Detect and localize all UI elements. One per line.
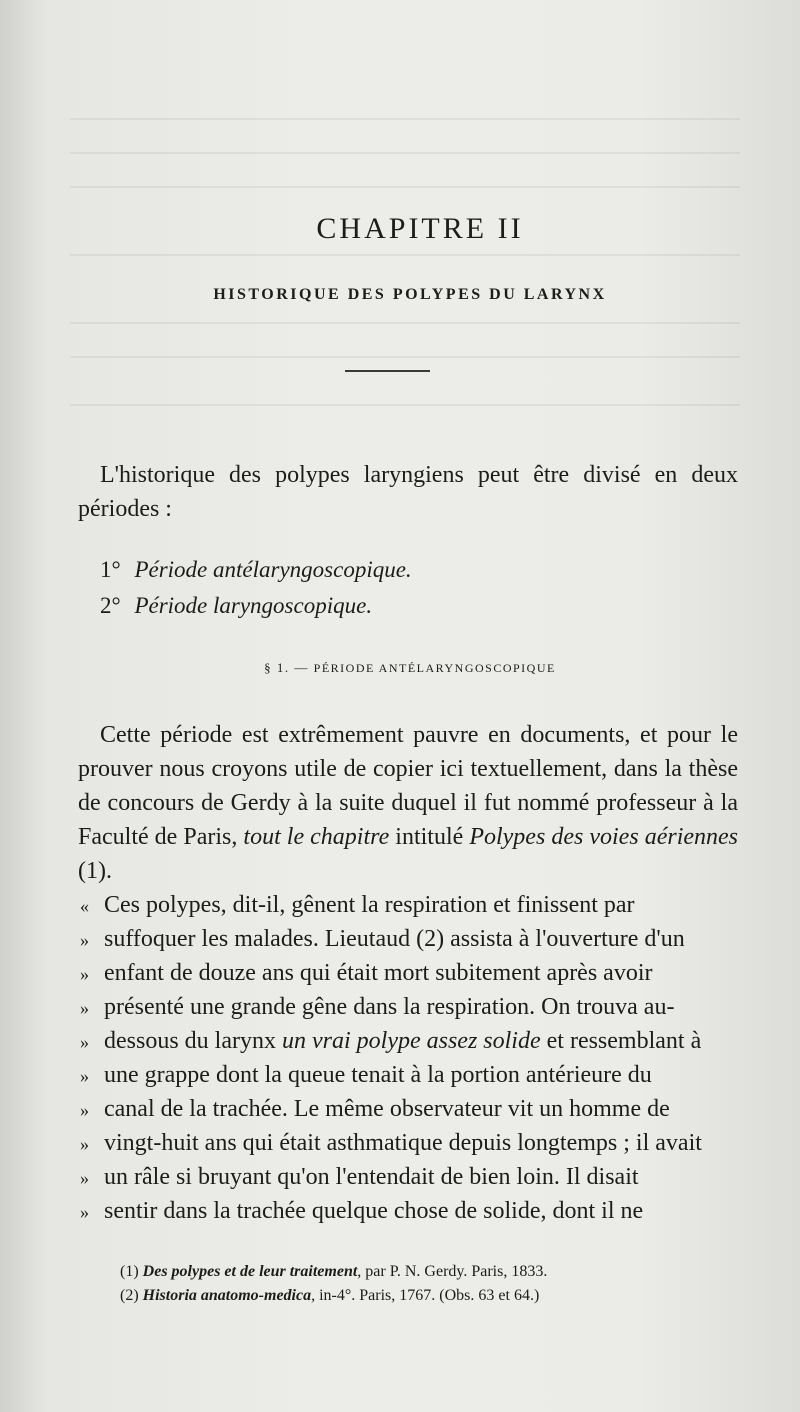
quote-text: sentir dans la trachée quelque chose de solide, dont il ne	[104, 1198, 644, 1224]
show-through-line	[70, 254, 740, 256]
quote-mark: »	[80, 1134, 89, 1154]
quote-mark: »	[80, 998, 89, 1018]
quote-text: suffoquer les malades. Lieutaud (2) assista à l'ouverture d'un	[104, 926, 685, 952]
show-through-line	[70, 186, 740, 188]
quote-line	[80, 1126, 740, 1161]
quote-text: canal de la trachée. Le même observateur vit un homme de	[104, 1096, 670, 1122]
body-paragraph	[78, 718, 738, 888]
section-title: PÉRIODE ANTÉLARYNGOSCOPIQUE	[313, 661, 556, 675]
quote-mark: »	[80, 1066, 89, 1086]
quote-text: enfant de douze ans qui était mort subitement après avoir	[104, 960, 653, 986]
footnote-mark: (1)	[120, 1263, 139, 1280]
list-item-number: 2°	[100, 593, 121, 618]
quote-line	[80, 1092, 740, 1127]
quote-line	[80, 888, 740, 923]
chapter-subtitle: HISTORIQUE DES POLYPES DU LARYNX	[213, 286, 607, 303]
paragraph-text: Cette période est extrêmement pauvre en documents, et pour le prouver nous croyons utile de copier ici textuellement, dans la thèse de concours de Gerdy à la suite duquel il fut nommé professeur à la Faculté de Paris,	[78, 722, 738, 850]
intro-paragraph: L'historique des polypes laryngiens peut être divisé en deux périodes :	[78, 462, 738, 522]
quote-line	[80, 1160, 740, 1195]
quote-mark: «	[80, 896, 89, 916]
quote-mark: »	[80, 930, 89, 950]
section-marker: § 1. —	[264, 660, 309, 675]
show-through-line	[70, 322, 740, 324]
footnote	[120, 1260, 700, 1284]
list-item	[100, 588, 412, 624]
show-through-line	[70, 118, 740, 120]
footnote	[120, 1284, 700, 1308]
quote-line	[80, 990, 740, 1025]
list-item-number: 1°	[100, 557, 121, 582]
footnote-title: Historia anatomo-medica	[142, 1287, 312, 1304]
list-item-label: Période laryngoscopique.	[134, 593, 373, 618]
quote-line	[80, 1194, 740, 1229]
paragraph-text: (1).	[78, 858, 112, 884]
footnote-title: Des polypes et de leur traitement	[142, 1263, 358, 1280]
show-through-line	[70, 152, 740, 154]
quote-text: une grappe dont la queue tenait à la portion antérieure du	[104, 1062, 652, 1088]
quote-text: dessous du larynx	[104, 1028, 282, 1054]
show-through-line	[70, 404, 740, 406]
quote-mark: »	[80, 1202, 89, 1222]
section-heading	[0, 660, 800, 676]
list-item	[100, 552, 412, 588]
quote-mark: »	[80, 964, 89, 984]
footnote-text: , par P. N. Gerdy. Paris, 1833.	[357, 1263, 548, 1280]
footnote-mark: (2)	[120, 1287, 139, 1304]
footnotes	[120, 1260, 700, 1308]
title-divider	[345, 370, 430, 372]
quote-line	[80, 1024, 740, 1059]
paragraph-text: intitulé	[389, 824, 470, 850]
quote-text: vingt-huit ans qui était asthmatique depuis longtemps ; il avait	[104, 1130, 702, 1156]
quote-line	[80, 1058, 740, 1093]
quote-text: présenté une grande gêne dans la respiration. On trouva au-	[104, 994, 675, 1020]
show-through-line	[70, 356, 740, 358]
quote-emphasis: un vrai polype assez solide	[281, 1028, 541, 1054]
chapter-title: CHAPITRE II	[316, 212, 524, 245]
quote-line	[80, 922, 740, 957]
quote-text: un râle si bruyant qu'on l'entendait de bien loin. Il disait	[104, 1164, 639, 1190]
quote-text: et ressemblant à	[540, 1028, 702, 1054]
quote-mark: »	[80, 1168, 89, 1188]
list-item-label: Période antélaryngoscopique.	[134, 557, 412, 582]
paragraph-emphasis: Polypes des voies aériennes	[469, 824, 739, 850]
footnote-text: , in-4°. Paris, 1767. (Obs. 63 et 64.)	[311, 1287, 540, 1304]
periods-list	[100, 552, 412, 624]
quote-mark: »	[80, 1100, 89, 1120]
paragraph-emphasis: tout le chapitre	[243, 824, 390, 850]
quote-mark: »	[80, 1032, 89, 1052]
quote-text: Ces polypes, dit-il, gênent la respiration et finissent par	[104, 892, 635, 918]
quote-line	[80, 956, 740, 991]
